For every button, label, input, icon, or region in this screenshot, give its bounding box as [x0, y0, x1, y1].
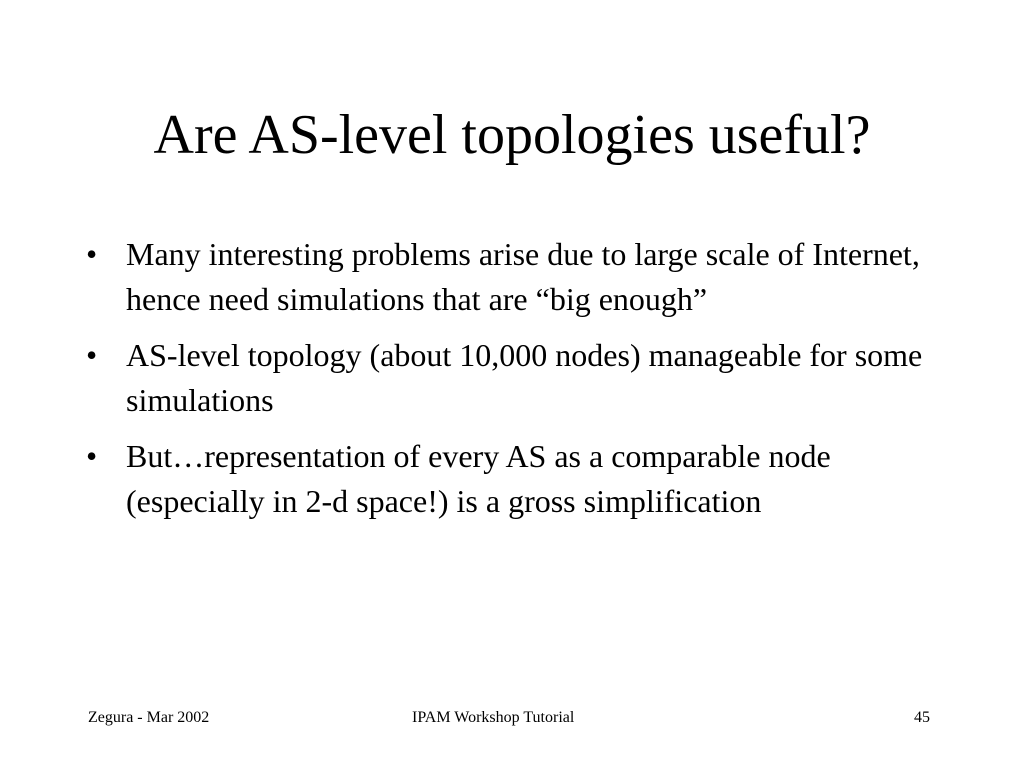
- bullet-marker: •: [86, 236, 98, 272]
- bullet-list: [86, 232, 946, 535]
- bullet-item: [86, 232, 946, 322]
- bullet-marker: •: [86, 337, 98, 373]
- footer-event-title: IPAM Workshop Tutorial: [412, 709, 575, 726]
- bullet-item: [86, 333, 946, 423]
- slide-title: Are AS-level topologies useful?: [153, 104, 871, 166]
- bullet-text: AS-level topology (about 10,000 nodes) manageable for some simulations: [126, 337, 923, 418]
- bullet-text: But…representation of every AS as a comparable node (especially in 2-d space!) is a gross simplification: [126, 438, 831, 519]
- footer-page-number: 45: [914, 709, 930, 726]
- bullet-item: [86, 434, 946, 524]
- footer-author-date: Zegura - Mar 2002: [88, 709, 210, 726]
- bullet-text: Many interesting problems arise due to large scale of Internet, hence need simulations that are “big enough”: [126, 236, 920, 317]
- bullet-marker: •: [86, 438, 98, 474]
